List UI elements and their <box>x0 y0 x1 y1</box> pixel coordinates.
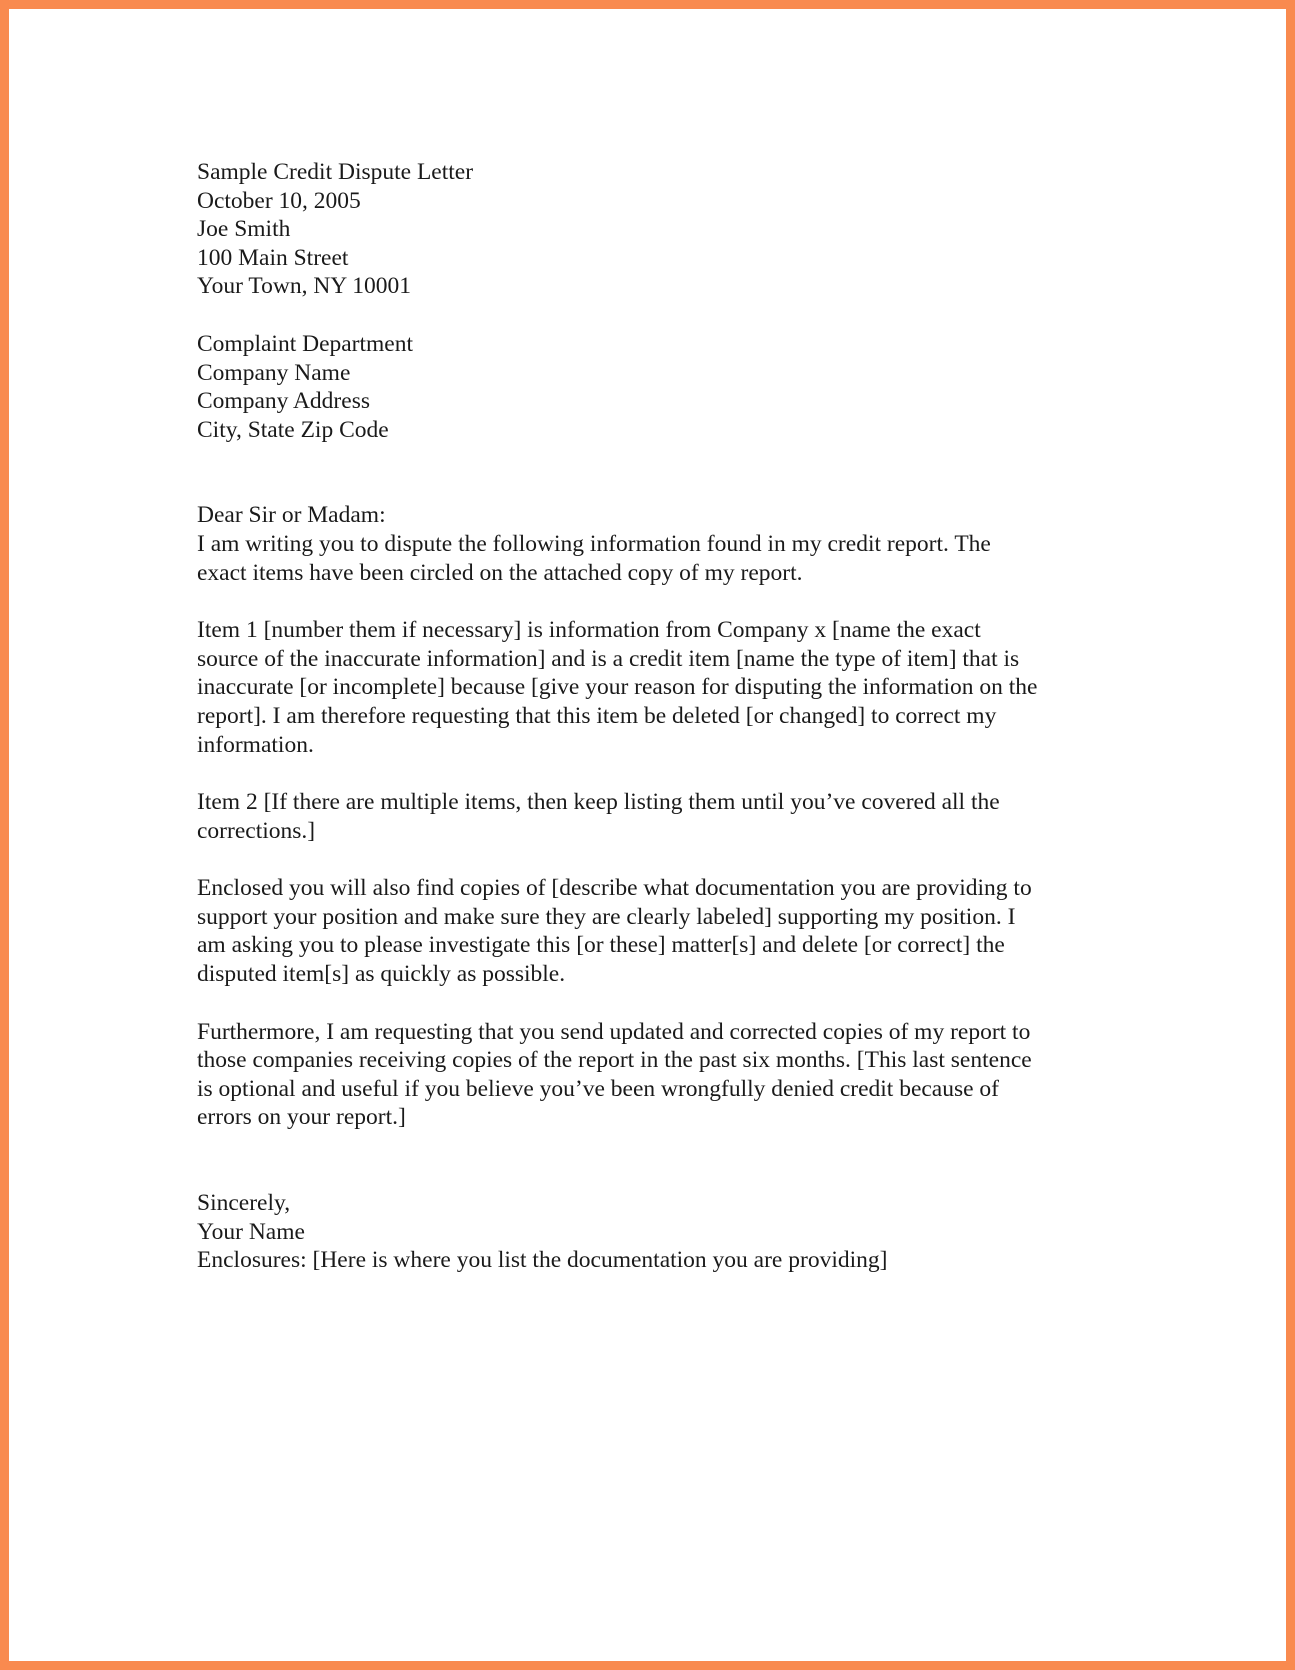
paragraph-line: information. <box>197 731 314 758</box>
enclosures-line: Enclosures: [Here is where you list the documentation you are providing] <box>197 1247 888 1274</box>
paragraph-line: I am writing you to dispute the following information found in my credit report. The <box>197 530 991 557</box>
paragraph-line: Item 2 [If there are multiple items, then keep listing them until you’ve covered all the <box>197 789 1000 816</box>
sender-name: Joe Smith <box>197 216 291 243</box>
sender-street: 100 Main Street <box>197 244 349 271</box>
paragraph-item-1 <box>197 616 1117 759</box>
recipient-department: Complaint Department <box>197 330 414 357</box>
letter-date: October 10, 2005 <box>197 187 361 214</box>
paragraph-line: source of the inaccurate information] and is a credit item [name the type of item] that is <box>197 645 1020 672</box>
paragraph-item-2 <box>197 788 1117 845</box>
salutation: Dear Sir or Madam: <box>197 502 386 529</box>
recipient-company-address: Company Address <box>197 388 370 415</box>
letter-title: Sample Credit Dispute Letter <box>197 159 474 185</box>
paragraph-line: those companies receiving copies of the report in the past six months. [This last sentence <box>197 1047 1032 1074</box>
recipient-company-name: Company Name <box>197 359 351 386</box>
paragraph-intro <box>197 530 1117 587</box>
paragraph-line: support your position and make sure they are clearly labeled] supporting my position. I <box>197 903 1016 930</box>
paragraph-line: is optional and useful if you believe you’ve been wrongfully denied credit because of <box>197 1075 1000 1102</box>
paragraph-line: exact items have been circled on the attached copy of my report. <box>197 559 803 586</box>
sender-city: Your Town, NY 10001 <box>197 273 412 300</box>
paragraph-line: Item 1 [number them if necessary] is information from Company x [name the exact <box>197 617 981 644</box>
paragraph-line: Enclosed you will also find copies of [describe what documentation you are providing to <box>197 875 1032 902</box>
sender-block <box>197 187 1117 301</box>
paragraph-line: report]. I am therefore requesting that this item be deleted [or changed] to correct my <box>197 702 997 729</box>
recipient-city-state-zip: City, State Zip Code <box>197 416 389 443</box>
paragraph-line: errors on your report.] <box>197 1104 406 1131</box>
recipient-block <box>197 330 1117 444</box>
paragraph-furthermore <box>197 1018 1117 1132</box>
paragraph-line: Furthermore, I am requesting that you send updated and corrected copies of my report to <box>197 1018 1031 1045</box>
signature-name: Your Name <box>197 1218 305 1245</box>
closing: Sincerely, <box>197 1190 291 1217</box>
paragraph-line: corrections.] <box>197 817 316 844</box>
paragraph-line: am asking you to please investigate this [or these] matter[s] and delete [or correct] the <box>197 932 1005 959</box>
paragraph-line: disputed item[s] as quickly as possible. <box>197 961 566 988</box>
paragraph-enclosed <box>197 874 1117 988</box>
letter-body <box>197 158 1117 1275</box>
paragraph-line: inaccurate [or incomplete] because [give your reason for disputing the information on the <box>197 674 1038 701</box>
